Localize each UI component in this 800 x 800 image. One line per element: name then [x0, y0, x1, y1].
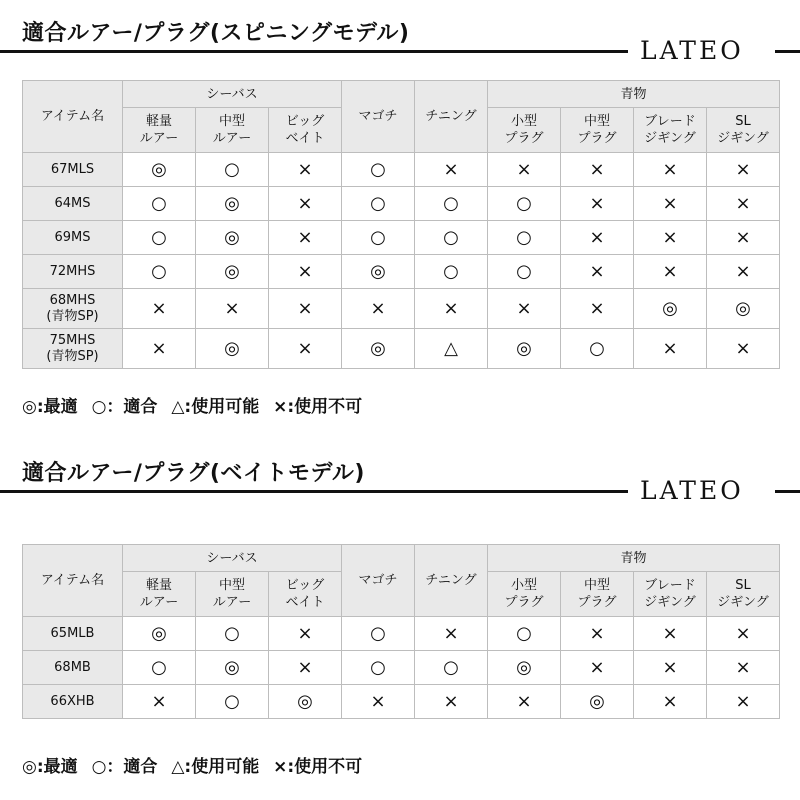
suitability-mark: × — [707, 187, 780, 221]
suitability-mark: ◎ — [561, 685, 634, 719]
table-row — [23, 221, 780, 255]
header-magochi: マゴチ — [342, 81, 415, 153]
suitability-mark: × — [707, 153, 780, 187]
header-aomono-blade-jig: ブレード ジギング — [634, 572, 707, 617]
suitability-mark: ○ — [488, 617, 561, 651]
header-aomono: 青物 — [488, 545, 780, 572]
suitability-mark: × — [342, 685, 415, 719]
suitability-mark: × — [561, 153, 634, 187]
suitability-mark: × — [415, 289, 488, 329]
suitability-mark: ◎ — [488, 651, 561, 685]
header-item: アイテム名 — [23, 545, 123, 617]
suitability-mark: × — [561, 289, 634, 329]
header-aomono-mid-plug: 中型 プラグ — [561, 108, 634, 153]
bait-title: 適合ルアー/プラグ(ベイトモデル) — [22, 461, 365, 486]
suitability-mark: ○ — [415, 187, 488, 221]
suitability-mark: × — [123, 289, 196, 329]
suitability-mark: × — [634, 255, 707, 289]
table-row — [23, 153, 780, 187]
header-magochi: マゴチ — [342, 545, 415, 617]
suitability-mark: ○ — [342, 617, 415, 651]
suitability-mark: × — [634, 187, 707, 221]
suitability-mark: △ — [415, 329, 488, 369]
header-chining: チニング — [415, 545, 488, 617]
suitability-mark: ◎ — [196, 329, 269, 369]
title-rule — [0, 50, 628, 53]
legend-usable: △:使用可能 — [171, 397, 260, 417]
suitability-mark: × — [707, 221, 780, 255]
row-name: 65MLB — [23, 617, 123, 651]
header-aomono-blade-jig: ブレード ジギング — [634, 108, 707, 153]
suitability-mark: ◎ — [342, 255, 415, 289]
suitability-mark: × — [561, 221, 634, 255]
suitability-mark: × — [123, 329, 196, 369]
header-aomono-small-plug: 小型 プラグ — [488, 572, 561, 617]
header-seabass-light: 軽量 ルアー — [123, 108, 196, 153]
suitability-mark: ○ — [196, 617, 269, 651]
suitability-mark: × — [561, 255, 634, 289]
suitability-mark: × — [634, 329, 707, 369]
suitability-mark: × — [561, 187, 634, 221]
header-aomono-small-plug: 小型 プラグ — [488, 108, 561, 153]
table-row — [23, 187, 780, 221]
title-rule — [0, 490, 628, 493]
suitability-mark: ◎ — [196, 221, 269, 255]
suitability-mark: ○ — [123, 221, 196, 255]
bait-table — [22, 544, 780, 719]
header-chining: チニング — [415, 81, 488, 153]
row-name: 69MS — [23, 221, 123, 255]
suitability-mark: × — [634, 617, 707, 651]
spinning-table — [22, 80, 780, 369]
suitability-mark: ◎ — [269, 685, 342, 719]
row-name: 75MHS (青物SP) — [23, 329, 123, 369]
header-seabass-mid: 中型 ルアー — [196, 108, 269, 153]
header-item: アイテム名 — [23, 81, 123, 153]
suitability-mark: ◎ — [196, 651, 269, 685]
table-row — [23, 651, 780, 685]
suitability-mark: × — [488, 289, 561, 329]
header-aomono-mid-plug: 中型 プラグ — [561, 572, 634, 617]
row-name: 68MB — [23, 651, 123, 685]
suitability-mark: × — [561, 617, 634, 651]
suitability-mark: ○ — [488, 221, 561, 255]
table-row — [23, 289, 780, 329]
suitability-mark: ○ — [415, 221, 488, 255]
suitability-mark: × — [488, 153, 561, 187]
header-seabass-bigbait: ビッグ ベイト — [269, 572, 342, 617]
legend-unusable: ×:使用不可 — [273, 397, 363, 417]
suitability-mark: ○ — [342, 651, 415, 685]
suitability-mark: ◎ — [123, 153, 196, 187]
suitability-mark: ○ — [123, 255, 196, 289]
table-row — [23, 685, 780, 719]
suitability-mark: × — [707, 685, 780, 719]
header-aomono-sl-jig: SL ジギング — [707, 572, 780, 617]
suitability-mark: ○ — [342, 153, 415, 187]
suitability-mark: ◎ — [488, 329, 561, 369]
legend — [22, 392, 370, 417]
suitability-mark: ○ — [123, 187, 196, 221]
legend-unusable: ×:使用不可 — [273, 757, 363, 777]
title-rule-tail — [775, 50, 800, 53]
row-name: 72MHS — [23, 255, 123, 289]
header-seabass: シーバス — [123, 81, 342, 108]
suitability-mark: × — [707, 255, 780, 289]
header-seabass-light: 軽量 ルアー — [123, 572, 196, 617]
suitability-mark: ○ — [342, 187, 415, 221]
suitability-mark: ◎ — [634, 289, 707, 329]
brand-logo: LATEO — [640, 476, 744, 505]
legend-best: ◎:最適 — [22, 397, 78, 417]
suitability-mark: × — [123, 685, 196, 719]
header-seabass: シーバス — [123, 545, 342, 572]
suitability-mark: × — [269, 255, 342, 289]
suitability-mark: ○ — [123, 651, 196, 685]
suitability-mark: × — [415, 617, 488, 651]
legend-suitable: ○：適合 — [91, 757, 158, 777]
suitability-mark: ○ — [415, 255, 488, 289]
header-aomono: 青物 — [488, 81, 780, 108]
row-name: 64MS — [23, 187, 123, 221]
header-seabass-bigbait: ビッグ ベイト — [269, 108, 342, 153]
row-name: 66XHB — [23, 685, 123, 719]
suitability-mark: ◎ — [196, 255, 269, 289]
row-name: 68MHS (青物SP) — [23, 289, 123, 329]
suitability-mark: ◎ — [123, 617, 196, 651]
suitability-mark: × — [415, 153, 488, 187]
suitability-mark: × — [269, 187, 342, 221]
suitability-mark: ○ — [415, 651, 488, 685]
suitability-mark: × — [269, 221, 342, 255]
legend-best: ◎:最適 — [22, 757, 78, 777]
suitability-mark: ○ — [488, 255, 561, 289]
legend-usable: △:使用可能 — [171, 757, 260, 777]
suitability-mark: ○ — [488, 187, 561, 221]
brand-logo: LATEO — [640, 36, 744, 65]
table-row — [23, 329, 780, 369]
suitability-mark: × — [707, 651, 780, 685]
suitability-mark: × — [196, 289, 269, 329]
header-seabass-mid: 中型 ルアー — [196, 572, 269, 617]
suitability-mark: ○ — [196, 685, 269, 719]
spinning-title: 適合ルアー/プラグ(スピニングモデル) — [22, 21, 410, 46]
suitability-mark: ◎ — [342, 329, 415, 369]
table-row — [23, 255, 780, 289]
header-aomono-sl-jig: SL ジギング — [707, 108, 780, 153]
suitability-mark: ○ — [561, 329, 634, 369]
table-row — [23, 617, 780, 651]
suitability-mark: × — [634, 685, 707, 719]
suitability-mark: × — [488, 685, 561, 719]
suitability-mark: × — [634, 153, 707, 187]
suitability-mark: × — [269, 651, 342, 685]
title-rule-tail — [775, 490, 800, 493]
suitability-mark: × — [269, 289, 342, 329]
suitability-mark: × — [634, 221, 707, 255]
suitability-mark: × — [269, 329, 342, 369]
suitability-mark: × — [561, 651, 634, 685]
legend-suitable: ○：適合 — [91, 397, 158, 417]
suitability-mark: × — [342, 289, 415, 329]
suitability-mark: × — [269, 153, 342, 187]
legend — [22, 752, 370, 777]
row-name: 67MLS — [23, 153, 123, 187]
suitability-mark: ○ — [196, 153, 269, 187]
suitability-mark: ◎ — [707, 289, 780, 329]
suitability-mark: × — [707, 617, 780, 651]
suitability-mark: × — [634, 651, 707, 685]
suitability-mark: × — [707, 329, 780, 369]
suitability-mark: × — [269, 617, 342, 651]
suitability-mark: ○ — [342, 221, 415, 255]
suitability-mark: ◎ — [196, 187, 269, 221]
suitability-mark: × — [415, 685, 488, 719]
